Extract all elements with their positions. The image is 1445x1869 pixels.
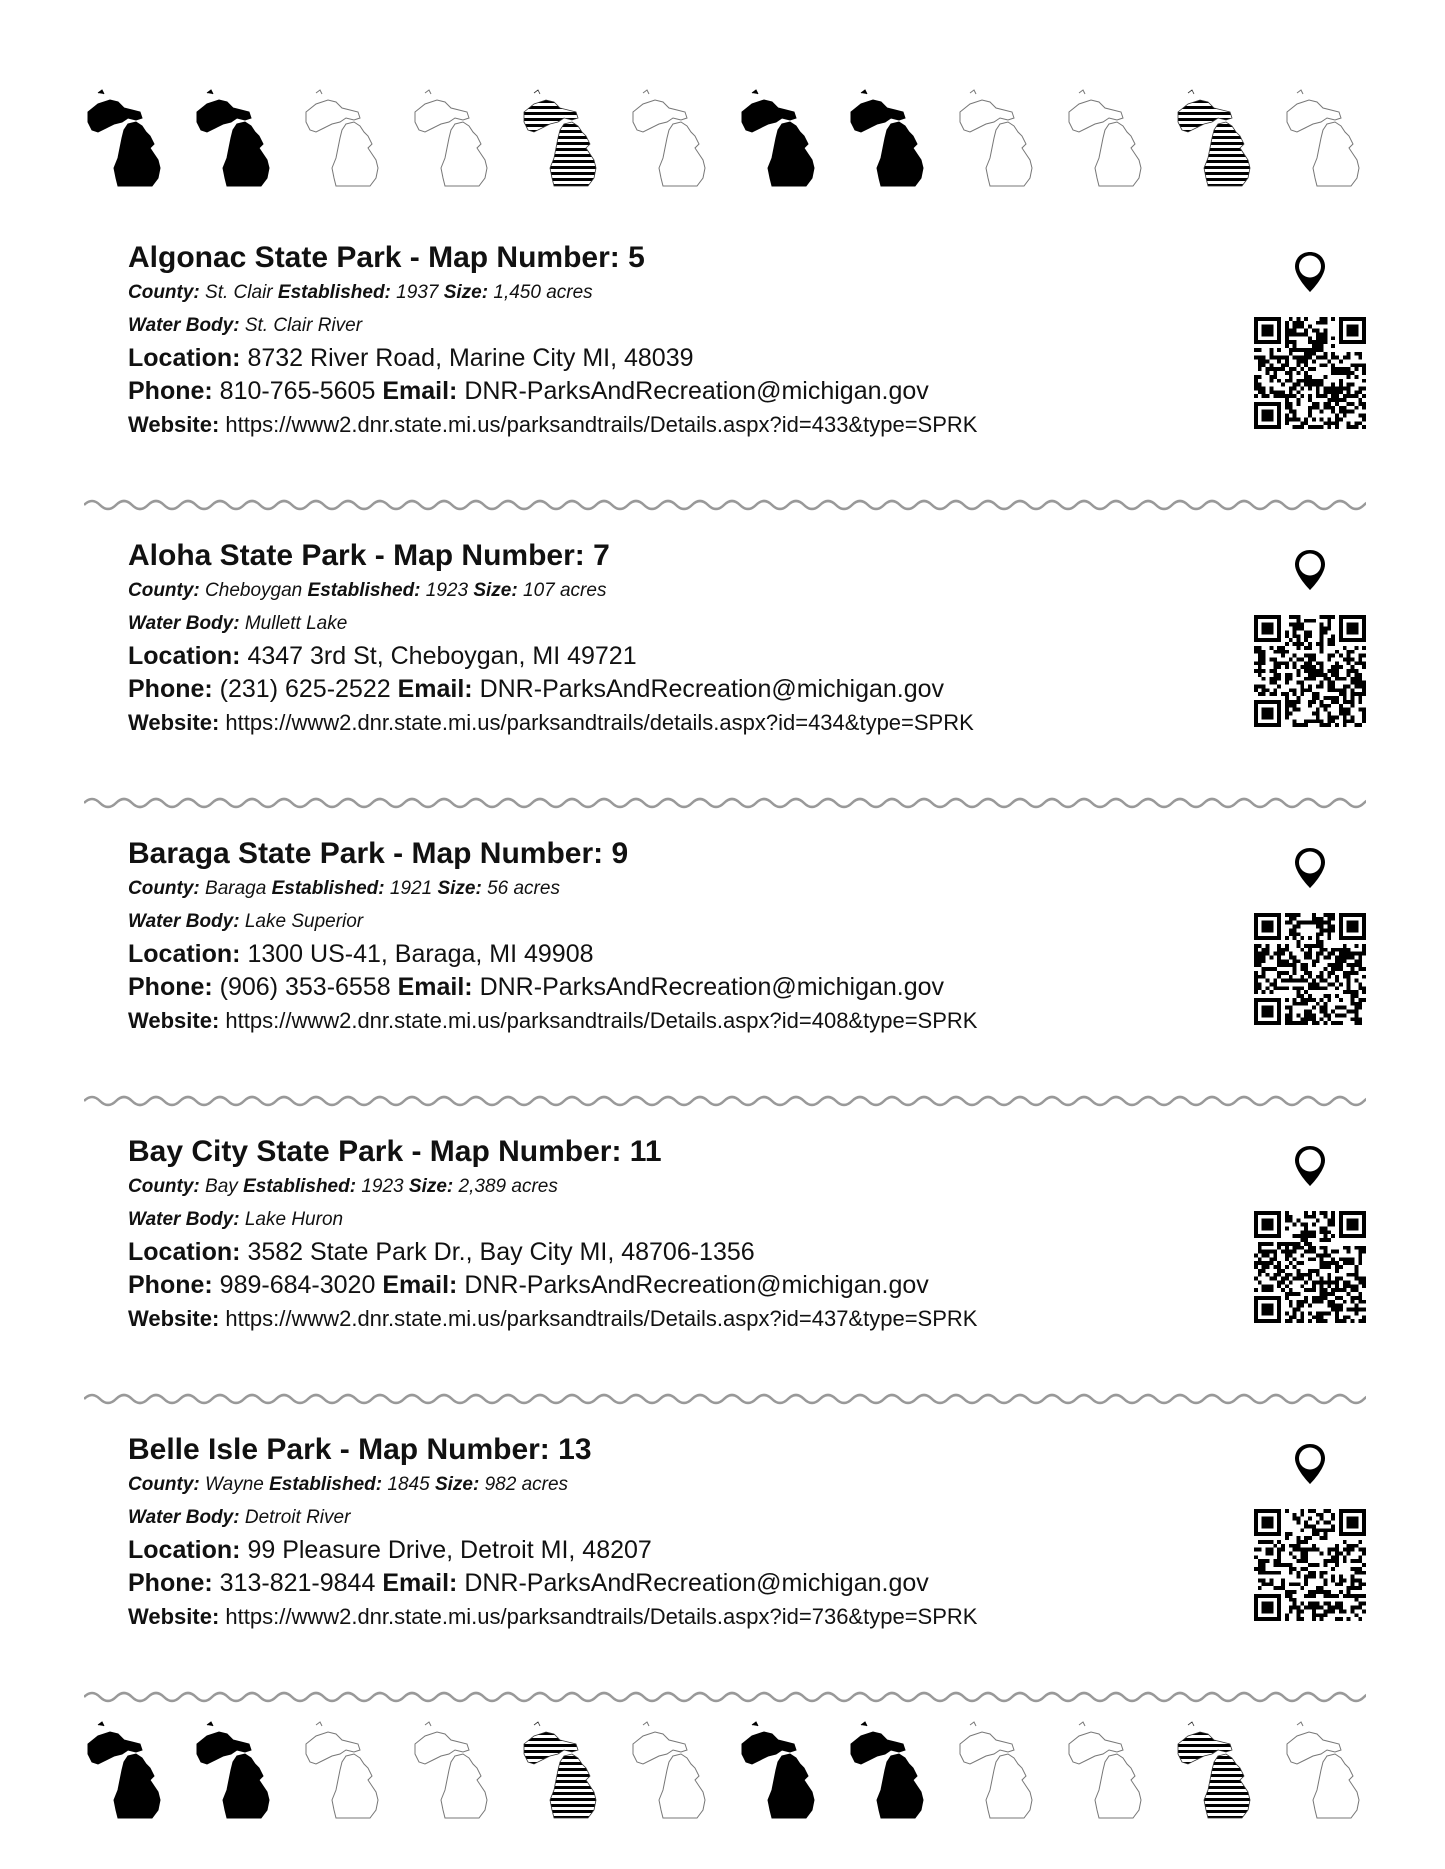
michigan-map-icon xyxy=(520,1720,602,1820)
michigan-border-bottom xyxy=(84,1720,1366,1830)
website-link[interactable]: https://www2.dnr.state.mi.us/parksandtrails/Details.aspx?id=408&type=SPRK xyxy=(225,1008,978,1033)
michigan-map-icon xyxy=(1283,1720,1365,1820)
qr-code-icon[interactable] xyxy=(1254,1509,1366,1621)
park-website: Website: https://www2.dnr.state.mi.us/parksandtrails/Details.aspx?id=433&type=SPRK xyxy=(128,412,978,437)
park-meta: County: Cheboygan Established: 1923 Size: 107 acres xyxy=(128,580,607,601)
park-entry xyxy=(128,538,1328,748)
michigan-map-icon xyxy=(629,1720,711,1820)
park-location: Location: 8732 River Road, Marine City MI, 48039 xyxy=(128,344,694,372)
email-link[interactable]: DNR-ParksAndRecreation@michigan.gov xyxy=(479,675,945,703)
park-title: Baraga State Park - Map Number: 9 xyxy=(128,837,629,870)
park-location: Location: 99 Pleasure Drive, Detroit MI, 48207 xyxy=(128,1536,652,1564)
park-contact: Phone: 989-684-3020 Email: DNR-ParksAndRecreation@michigan.gov xyxy=(128,1271,929,1299)
park-entry xyxy=(128,240,1328,450)
email-link[interactable]: DNR-ParksAndRecreation@michigan.gov xyxy=(464,1569,929,1597)
park-location: Location: 3582 State Park Dr., Bay City MI, 48706-1356 xyxy=(128,1238,755,1266)
park-entry xyxy=(128,1432,1328,1642)
park-title: Algonac State Park - Map Number: 5 xyxy=(128,241,645,274)
michigan-map-icon xyxy=(84,88,166,188)
park-contact: Phone: (231) 625-2522 Email: DNR-ParksAndRecreation@michigan.gov xyxy=(128,675,945,703)
michigan-map-icon xyxy=(956,1720,1038,1820)
website-link[interactable]: https://www2.dnr.state.mi.us/parksandtrails/Details.aspx?id=437&type=SPRK xyxy=(225,1306,978,1331)
park-meta: County: Bay Established: 1923 Size: 2,389 acres xyxy=(128,1176,558,1197)
park-entry xyxy=(128,1134,1328,1344)
michigan-map-icon xyxy=(411,1720,493,1820)
qr-code-icon[interactable] xyxy=(1254,1211,1366,1323)
michigan-map-icon xyxy=(1065,88,1147,188)
qr-code-icon[interactable] xyxy=(1254,913,1366,1025)
park-entry xyxy=(128,836,1328,1046)
website-link[interactable]: https://www2.dnr.state.mi.us/parksandtrails/Details.aspx?id=433&type=SPRK xyxy=(225,412,978,437)
map-pin-icon[interactable] xyxy=(1292,548,1328,592)
park-water-body: Water Body: St. Clair River xyxy=(128,315,363,336)
michigan-map-icon xyxy=(956,88,1038,188)
website-link[interactable]: https://www2.dnr.state.mi.us/parksandtrails/Details.aspx?id=736&type=SPRK xyxy=(225,1604,978,1629)
email-link[interactable]: DNR-ParksAndRecreation@michigan.gov xyxy=(464,1271,929,1299)
michigan-map-icon xyxy=(193,88,275,188)
wave-divider xyxy=(84,795,1366,811)
map-pin-icon[interactable] xyxy=(1292,846,1328,890)
email-link[interactable]: DNR-ParksAndRecreation@michigan.gov xyxy=(479,973,945,1001)
park-meta: County: Baraga Established: 1921 Size: 56 acres xyxy=(128,878,560,899)
michigan-map-icon xyxy=(520,88,602,188)
park-contact: Phone: 313-821-9844 Email: DNR-ParksAndRecreation@michigan.gov xyxy=(128,1569,929,1597)
park-meta: County: St. Clair Established: 1937 Size: 1,450 acres xyxy=(128,282,593,303)
michigan-map-icon xyxy=(302,1720,384,1820)
michigan-map-icon xyxy=(629,88,711,188)
park-meta: County: Wayne Established: 1845 Size: 982 acres xyxy=(128,1474,569,1495)
michigan-map-icon xyxy=(302,88,384,188)
email-link[interactable]: DNR-ParksAndRecreation@michigan.gov xyxy=(464,377,929,405)
park-water-body: Water Body: Lake Huron xyxy=(128,1209,344,1230)
michigan-map-icon xyxy=(1283,88,1365,188)
wave-divider xyxy=(84,497,1366,513)
park-water-body: Water Body: Mullett Lake xyxy=(128,613,348,634)
park-website: Website: https://www2.dnr.state.mi.us/parksandtrails/details.aspx?id=434&type=SPRK xyxy=(128,710,974,735)
michigan-map-icon xyxy=(411,88,493,188)
park-title: Aloha State Park - Map Number: 7 xyxy=(128,539,610,572)
wave-divider xyxy=(84,1689,1366,1705)
michigan-map-icon xyxy=(847,88,929,188)
park-contact: Phone: 810-765-5605 Email: DNR-ParksAndRecreation@michigan.gov xyxy=(128,377,929,405)
michigan-map-icon xyxy=(738,88,820,188)
map-pin-icon[interactable] xyxy=(1292,1442,1328,1486)
park-location: Location: 1300 US-41, Baraga, MI 49908 xyxy=(128,940,594,968)
park-title: Bay City State Park - Map Number: 11 xyxy=(128,1135,662,1168)
park-website: Website: https://www2.dnr.state.mi.us/parksandtrails/Details.aspx?id=408&type=SPRK xyxy=(128,1008,978,1033)
park-water-body: Water Body: Lake Superior xyxy=(128,911,364,932)
website-link[interactable]: https://www2.dnr.state.mi.us/parksandtrails/details.aspx?id=434&type=SPRK xyxy=(225,710,974,735)
park-water-body: Water Body: Detroit River xyxy=(128,1507,351,1528)
michigan-map-icon xyxy=(1174,88,1256,188)
michigan-map-icon xyxy=(847,1720,929,1820)
park-location: Location: 4347 3rd St, Cheboygan, MI 49721 xyxy=(128,642,637,670)
wave-divider xyxy=(84,1093,1366,1109)
park-contact: Phone: (906) 353-6558 Email: DNR-ParksAndRecreation@michigan.gov xyxy=(128,973,945,1001)
qr-code-icon[interactable] xyxy=(1254,317,1366,429)
park-title: Belle Isle Park - Map Number: 13 xyxy=(128,1433,592,1466)
map-pin-icon[interactable] xyxy=(1292,250,1328,294)
michigan-border-top xyxy=(84,88,1366,198)
michigan-map-icon xyxy=(738,1720,820,1820)
map-pin-icon[interactable] xyxy=(1292,1144,1328,1188)
michigan-map-icon xyxy=(1065,1720,1147,1820)
park-website: Website: https://www2.dnr.state.mi.us/parksandtrails/Details.aspx?id=736&type=SPRK xyxy=(128,1604,978,1629)
michigan-map-icon xyxy=(84,1720,166,1820)
qr-code-icon[interactable] xyxy=(1254,615,1366,727)
park-website: Website: https://www2.dnr.state.mi.us/parksandtrails/Details.aspx?id=437&type=SPRK xyxy=(128,1306,978,1331)
wave-divider xyxy=(84,1391,1366,1407)
michigan-map-icon xyxy=(1174,1720,1256,1820)
michigan-map-icon xyxy=(193,1720,275,1820)
